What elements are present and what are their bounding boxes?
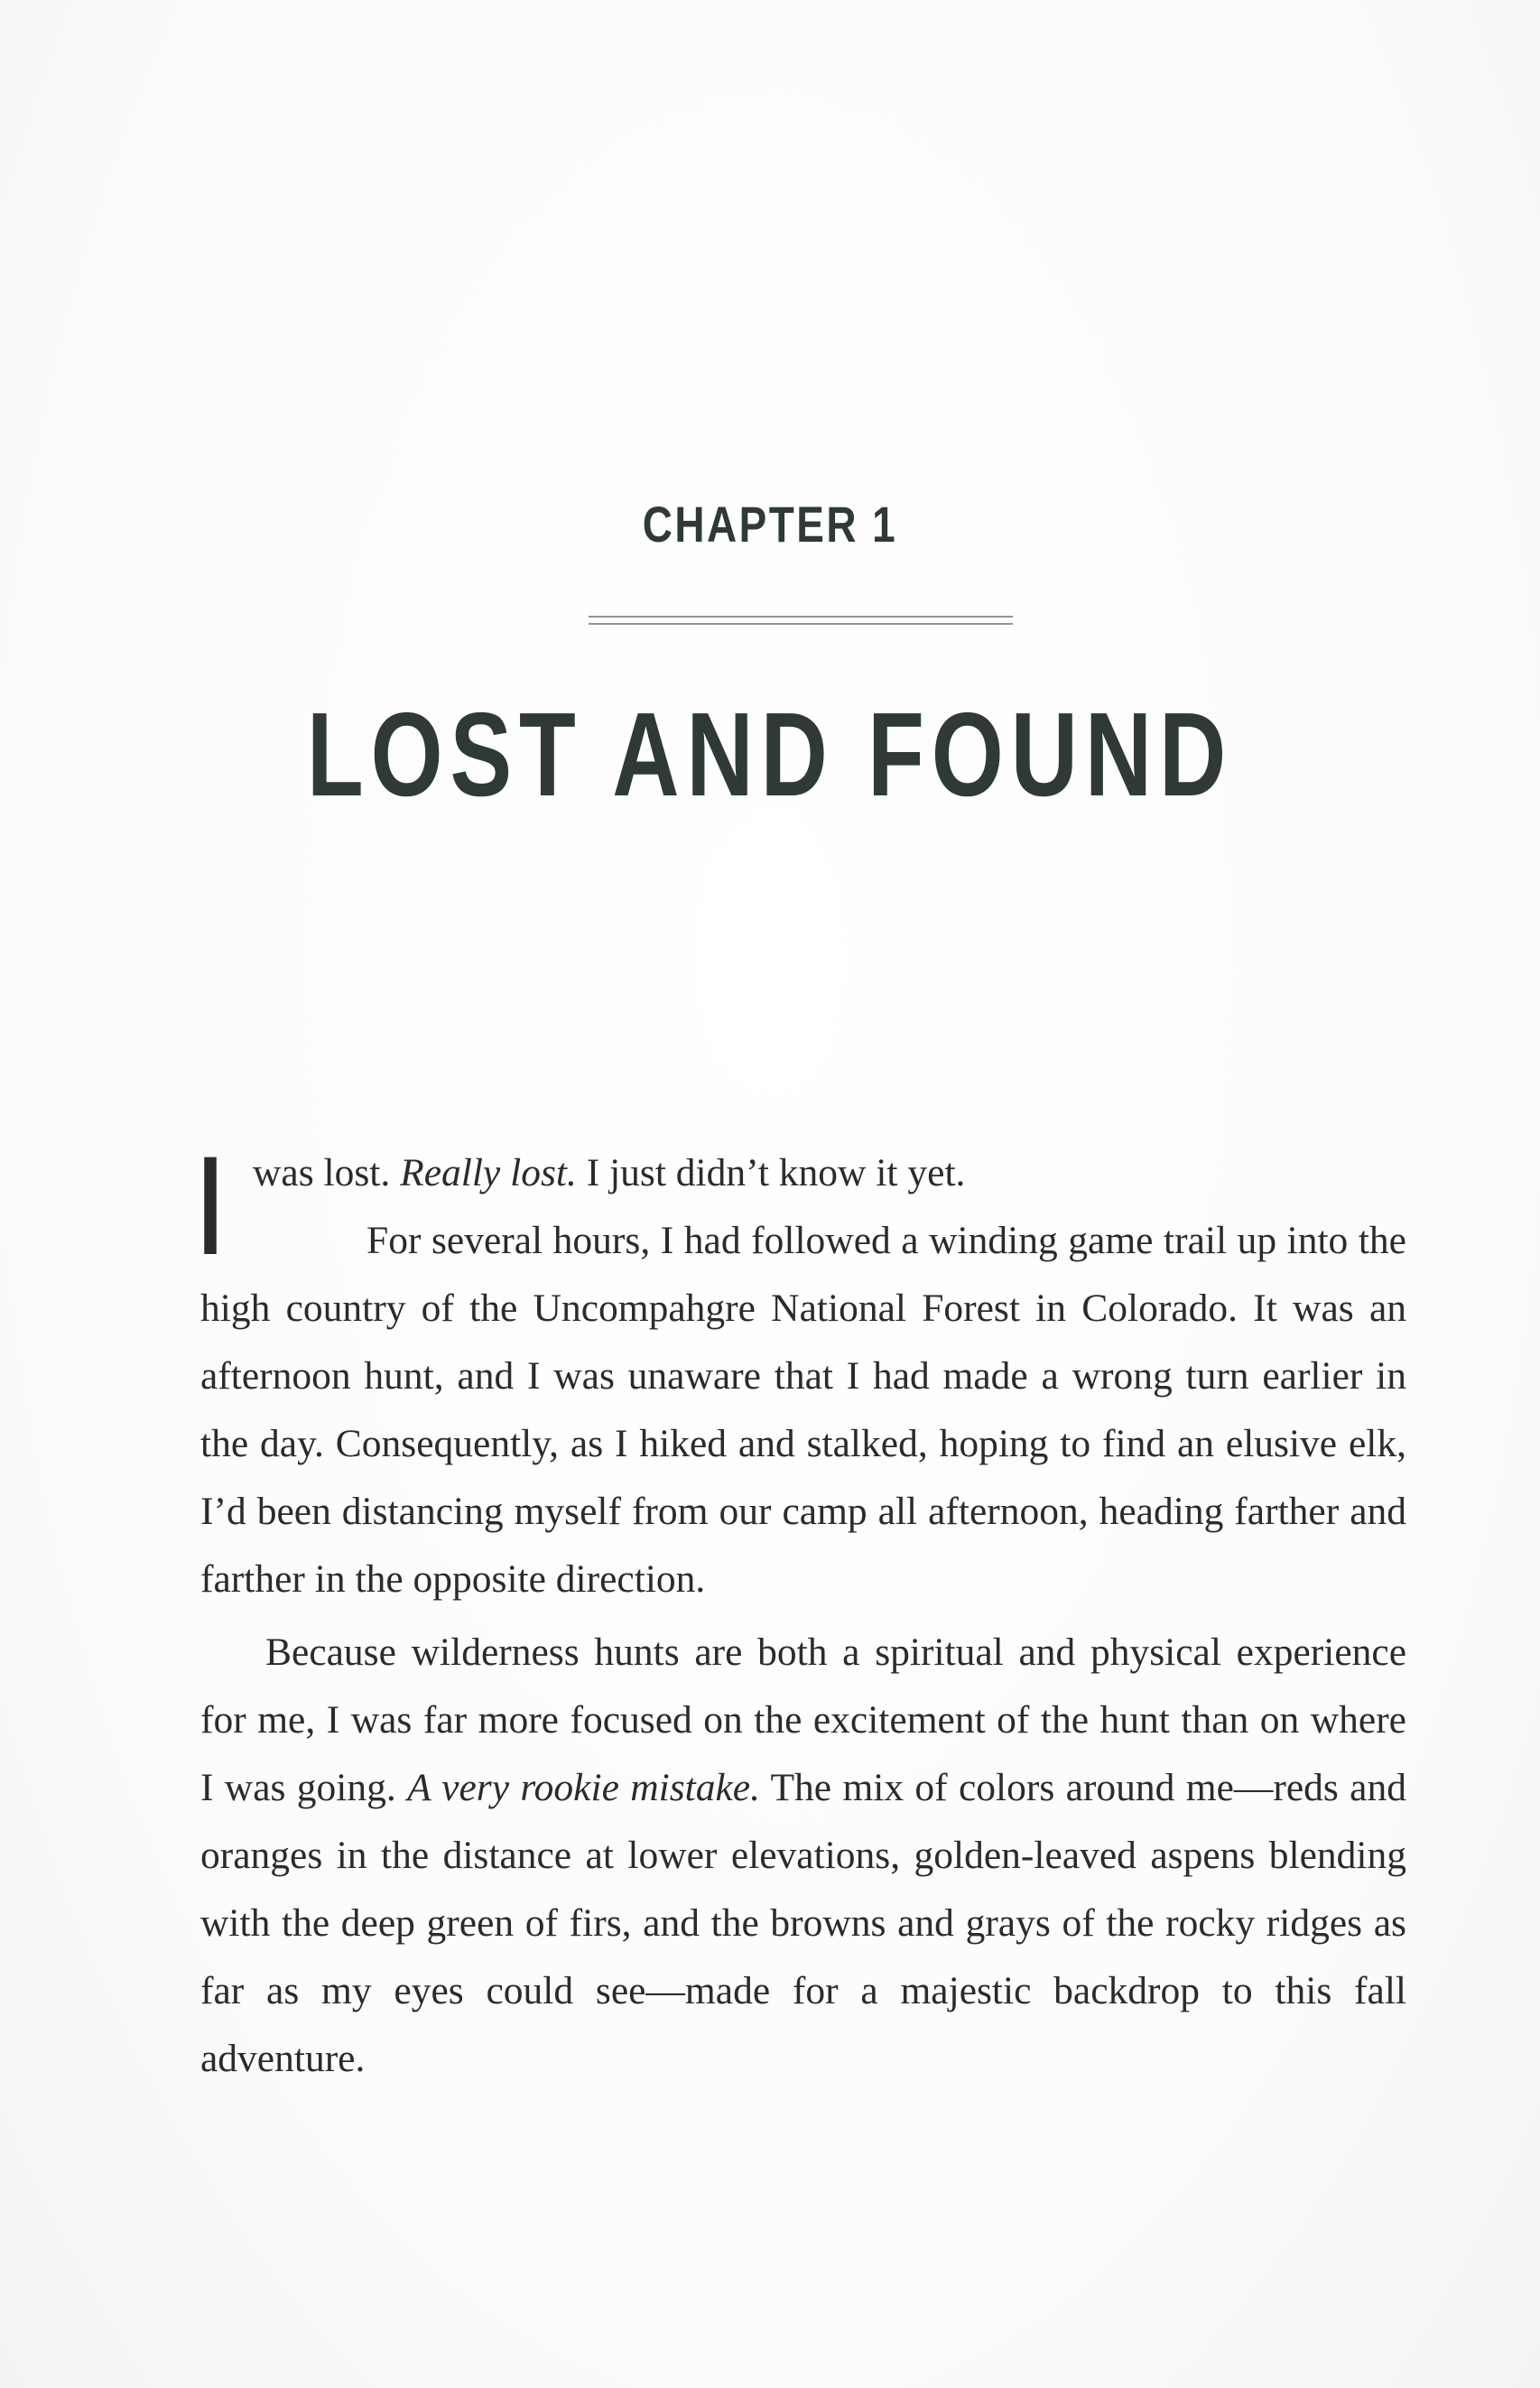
drop-cap: I xyxy=(199,1128,223,1285)
paragraph-1 xyxy=(199,1128,1406,1613)
paragraph-2-text-end: The mix of colors around me—reds and oranges in the distance at lower elevations, golden-leaved aspens blending with the deep green of firs, and the browns and grays of the rocky ridges as far as my eyes could see—made for a majestic backdrop to this fall adventure. xyxy=(200,1766,1406,2080)
opening-text: was lost. xyxy=(253,1151,401,1194)
paragraph-2-text: Because wilderness hunts are both a spiritual and physical experience for me, I was far more focused on the excitement of the hunt than on where I was going. xyxy=(200,1631,1406,1809)
chapter-number: CHAPTER 1 xyxy=(642,496,898,553)
opening-line xyxy=(200,1139,1406,1207)
chapter-body xyxy=(199,1128,1406,2093)
opening-emphasis: Really lost. xyxy=(400,1151,577,1194)
paragraph-2 xyxy=(200,1619,1406,2093)
paragraph-1-continued: For several hours, I had followed a winding game trail up into the high country of the Uncompahgre National Forest in Colorado. It was an afternoon hunt, and I was unaware that I had made a wrong turn earlier in the day. Consequently, as I hiked and stalked, hoping to find an elusive elk, I’d been distancing myself from our camp all afternoon, heading farther and farther in the opposite direction. xyxy=(200,1219,1406,1601)
paragraph-2-emphasis: A very rookie mistake. xyxy=(407,1766,760,1809)
opening-text-end: I just didn’t know it yet. xyxy=(576,1151,966,1194)
chapter-divider xyxy=(589,616,1013,625)
chapter-title: LOST AND FOUND xyxy=(306,688,1234,821)
